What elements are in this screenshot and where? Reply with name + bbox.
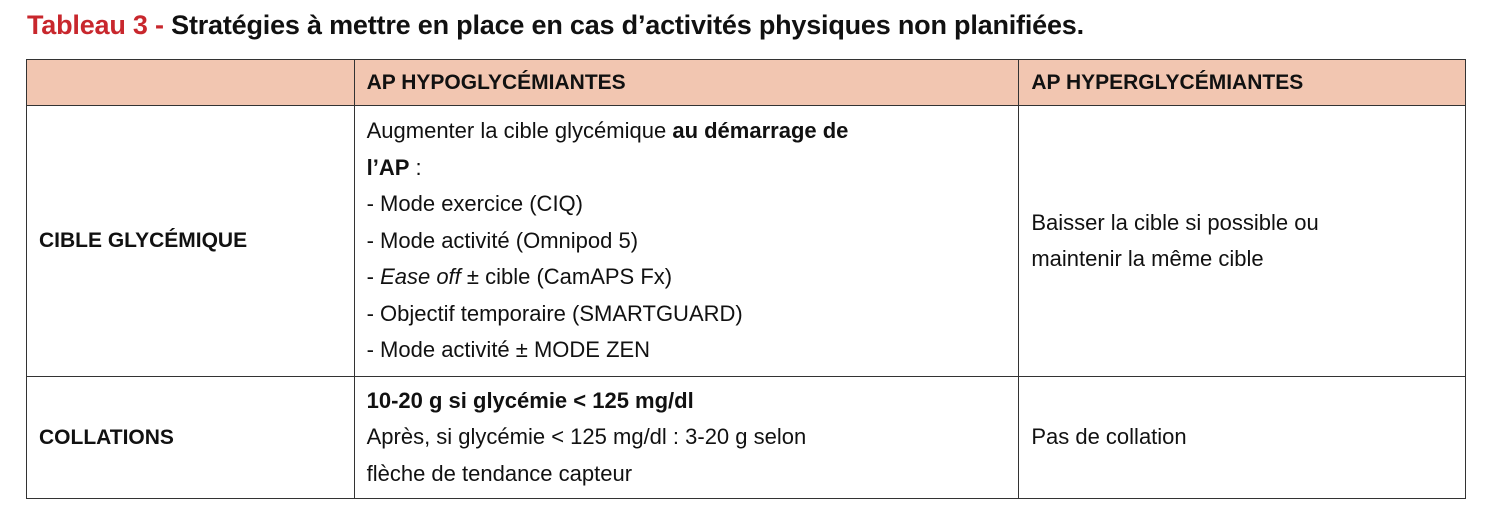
header-cell-empty	[27, 60, 355, 106]
list-item: - Mode activité ± MODE ZEN	[366, 337, 651, 363]
cell-cible-hyper: Baisser la cible si possible ou maintenir la même cible	[1019, 106, 1466, 377]
table-title	[27, 10, 1084, 41]
table-row	[27, 106, 1466, 377]
table-caption: Stratégies à mettre en place en cas d’activités physiques non planifiées.	[171, 10, 1084, 40]
header-cell-hyper: AP HYPERGLYCÉMIANTES	[1019, 60, 1466, 106]
cell-collations-hypo: 10-20 g si glycémie < 125 mg/dl Après, si glycémie < 125 mg/dl : 3-20 g selon flèche de tendance capteur	[354, 377, 1019, 499]
list-item: - Ease off ± cible (CamAPS Fx)	[366, 264, 673, 290]
strategies-table	[26, 59, 1466, 499]
table-row	[27, 377, 1466, 499]
list-item: - Objectif temporaire (SMARTGUARD)	[366, 300, 743, 326]
cell-cible-hypo	[354, 106, 1019, 377]
cell-collations-hyper: Pas de collation	[1019, 377, 1466, 499]
collations-bold-line: 10-20 g si glycémie < 125 mg/dl	[366, 387, 694, 413]
list-item: - Mode activité (Omnipod 5)	[366, 227, 639, 253]
header-cell-hypo: AP HYPOGLYCÉMIANTES	[354, 60, 1019, 106]
cible-intro-line-2: l’AP :	[366, 154, 422, 180]
list-item: - Mode exercice (CIQ)	[366, 191, 583, 217]
row-label-cible: CIBLE GLYCÉMIQUE	[27, 106, 355, 377]
row-label-collations: COLLATIONS	[27, 377, 355, 499]
table-number: Tableau 3 -	[27, 10, 172, 40]
cible-intro-line-1: Augmenter la cible glycémique au démarrage de	[366, 118, 849, 144]
table-header-row	[27, 60, 1466, 106]
